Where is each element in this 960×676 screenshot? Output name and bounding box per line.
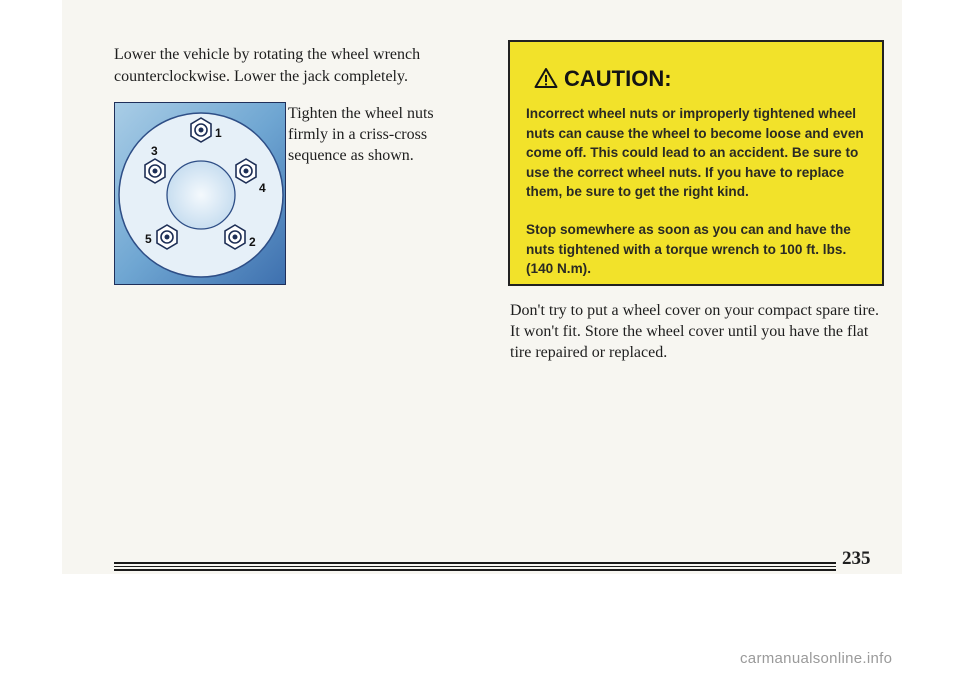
caution-paragraph-2: Stop somewhere as soon as you can and have the nuts tightened with a torque wrench to 100 ft. lbs. (140 N.m). — [526, 222, 851, 276]
wheel-hub — [167, 161, 235, 229]
nut-label-2: 2 — [249, 235, 256, 249]
wheel-diagram-svg — [115, 103, 286, 285]
tighten-instruction: Tighten the wheel nuts firmly in a criss-cross sequence as shown. — [288, 105, 434, 164]
page-number: 235 — [842, 548, 871, 569]
watermark-text: carmanualsonline.info — [740, 650, 893, 667]
nut-label-3: 3 — [151, 144, 158, 158]
nut-label-4: 4 — [259, 181, 266, 195]
wheel-nut-3 — [145, 159, 165, 183]
wheel-nut-5 — [157, 225, 177, 249]
wheel-nut-2 — [225, 225, 245, 249]
nut-label-5: 5 — [145, 232, 152, 246]
spare-tire-paragraph: Don't try to put a wheel cover on your compact spare tire. It won't fit. Store the wheel cover until you have the flat tire repaired or replaced. — [510, 302, 879, 361]
intro-paragraph: Lower the vehicle by rotating the wheel wrench counterclockwise. Lower the jack completely. — [114, 46, 421, 85]
nut-label-1: 1 — [215, 126, 222, 140]
caution-heading — [534, 66, 672, 95]
footer-rule — [114, 562, 836, 573]
warning-triangle-icon — [534, 67, 558, 95]
wheel-nut-4 — [236, 159, 256, 183]
caution-paragraph-1: Incorrect wheel nuts or improperly tightened wheel nuts can cause the wheel to become loose and even come off. This could lead to an accident. Be sure to use the correct wheel nuts. If you have to replace them, be sure to get the right kind. — [526, 106, 864, 199]
wheel-nut-diagram — [114, 102, 286, 285]
caution-box — [508, 40, 884, 286]
wheel-nut-1 — [191, 118, 211, 142]
caution-heading-text: CAUTION: — [564, 66, 672, 91]
